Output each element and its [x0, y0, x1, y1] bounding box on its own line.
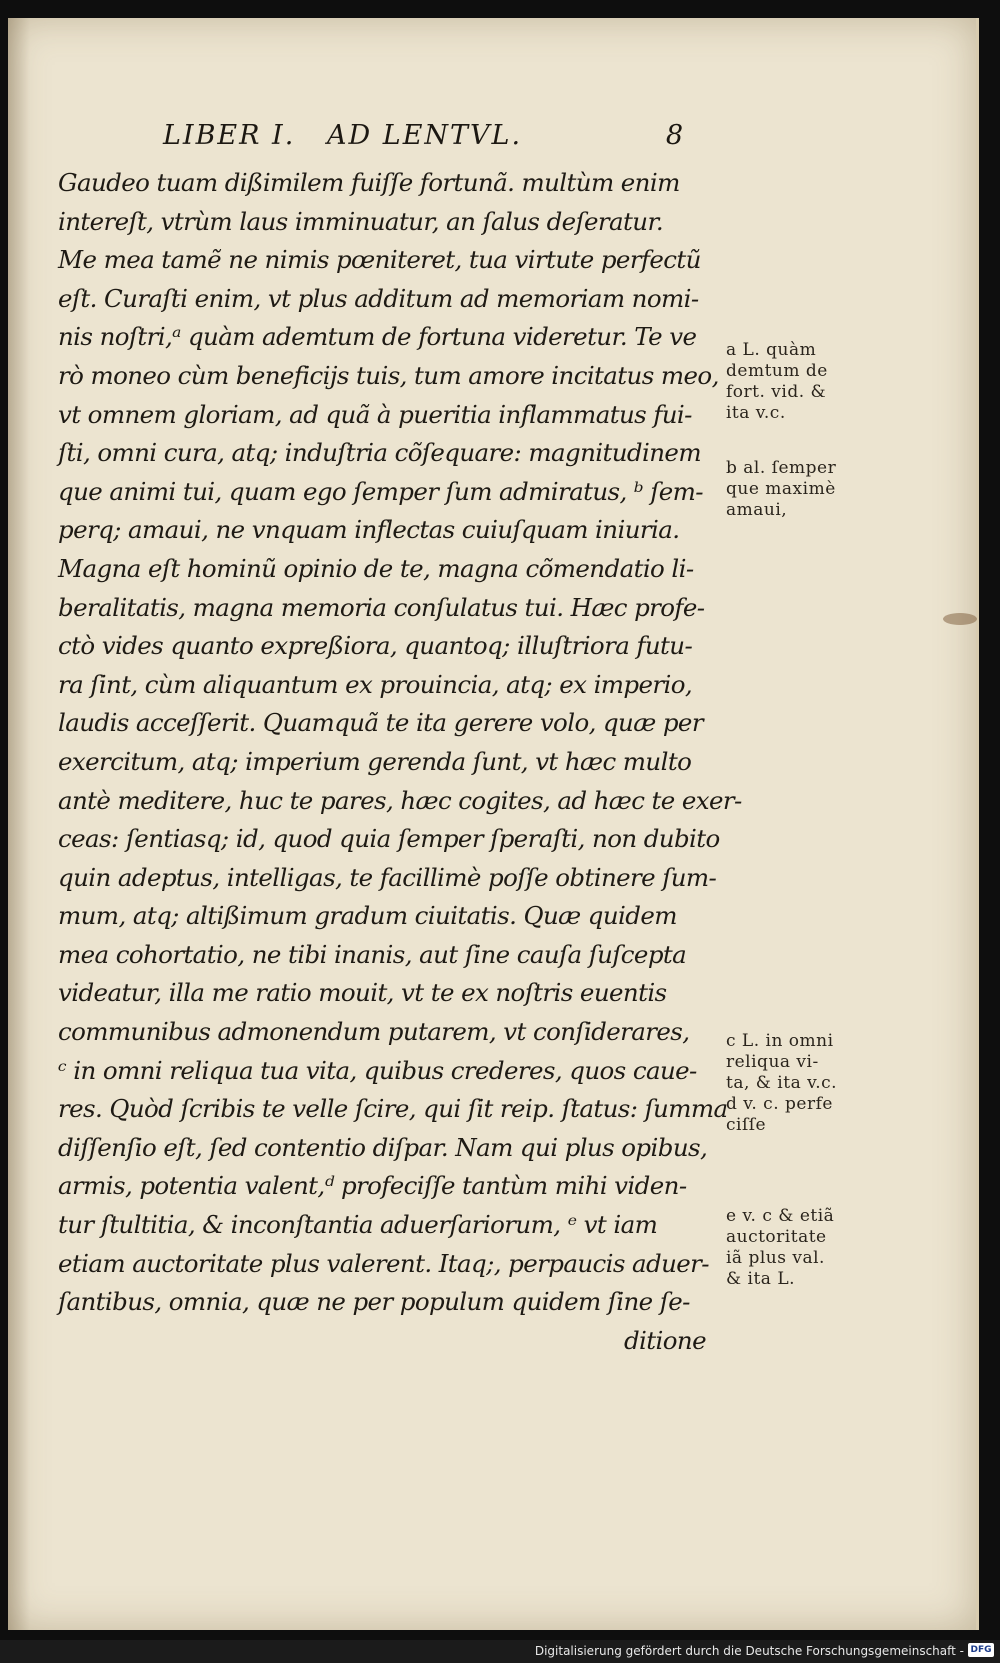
- paper-stain: [943, 613, 977, 625]
- note-line: d v. c. perfe: [726, 1094, 833, 1114]
- text-line: videatur, illa me ratio mouit, vt te ex noſtris euentis: [58, 978, 667, 1008]
- text-line: Me mea tamẽ ne nimis pœniteret, tua virtute perfectũ: [58, 245, 701, 275]
- footer-bar: [0, 1640, 1000, 1663]
- note-line: c L. in omni: [726, 1031, 834, 1051]
- folio-number: 8: [665, 120, 685, 151]
- note-line: ciſſe: [726, 1115, 767, 1135]
- text-line: diſſenſio eſt, ſed contentio diſpar. Nam qui plus opibus,: [58, 1132, 708, 1162]
- text-line: ra ſint, cùm aliquantum ex prouincia, atq; ex imperio,: [58, 669, 693, 699]
- text-line: Gaudeo tuam dißimilem fuiſſe fortunã. multùm enim: [58, 168, 680, 197]
- marginal-note-b: [726, 458, 876, 521]
- text-line: exercitum, atq; imperium gerenda ſunt, vt hæc multo: [58, 746, 692, 776]
- text-line: laudis acceſſerit. Quamquã te ita gerere volo, quæ per: [58, 708, 703, 738]
- running-head-title: LIBER I. AD LENTVL.: [163, 120, 523, 151]
- gutter-shadow: [8, 18, 30, 1630]
- text-line: perq; amaui, ne vnquam inflectas cuiuſquam iniuria.: [58, 515, 680, 545]
- note-line: auctoritate: [726, 1227, 827, 1247]
- text-line: rò moneo cùm beneficijs tuis, tum amore incitatus meo,: [58, 360, 719, 390]
- dfg-logo: DFG: [968, 1643, 994, 1657]
- text-line: que animi tui, quam ego ſemper ſum admiratus, ᵇ ſem-: [58, 476, 703, 506]
- text-line: ceas: ſentiasq; id, quod quia ſemper ſperaſti, non dubito: [58, 824, 720, 854]
- note-line: ita v.c.: [726, 403, 786, 423]
- note-line: reliqua vi-: [726, 1052, 819, 1072]
- note-line: a L. quàm: [726, 340, 817, 360]
- text-line: quin adeptus, intelligas, te facillimè poſſe obtinere ſum-: [58, 862, 717, 892]
- text-line: ctò vides quanto expreßiora, quantoq; illuſtriora futu-: [58, 631, 693, 661]
- text-line: armis, potentia valent,ᵈ profeciſſe tantùm mihi viden-: [58, 1171, 687, 1201]
- marginal-note-e: [726, 1206, 876, 1290]
- text-line: res. Quòd ſcribis te velle ſcire, qui ſit reip. ſtatus: ſumma: [58, 1094, 728, 1124]
- note-line: e v. c & etiã: [726, 1206, 835, 1226]
- text-line: mum, atq; altißimum gradum ciuitatis. Quæ quidem: [58, 901, 677, 931]
- note-line: amaui,: [726, 500, 788, 520]
- note-line: b al. ſemper: [726, 458, 837, 478]
- note-line: ta, & ita v.c.: [726, 1073, 838, 1093]
- text-line: tur ſtultitia, & inconſtantia aduerſariorum, ᵉ vt iam: [58, 1210, 658, 1240]
- text-line: ſti, omni cura, atq; induſtria cõſequare: magnitudinem: [58, 438, 701, 468]
- text-line: nis noſtri,ᵃ quàm ademtum de fortuna videretur. Te ve: [58, 322, 697, 352]
- text-line: Magna eſt hominũ opinio de te, magna cõmendatio li-: [58, 553, 694, 583]
- text-line: mea cohortatio, ne tibi inanis, aut ſine cauſa ſuſcepta: [58, 939, 687, 969]
- note-line: fort. vid. &: [726, 382, 827, 402]
- text-line: communibus admonendum putarem, vt conſiderares,: [58, 1017, 690, 1047]
- body-text: [58, 164, 742, 1360]
- marginal-note-a: [726, 340, 876, 424]
- note-line: que maximè: [726, 479, 836, 499]
- text-line: eſt. Curaſti enim, vt plus additum ad memoriam nomi-: [58, 283, 699, 313]
- text-line: ſantibus, omnia, quæ ne per populum quidem ſine ſe-: [58, 1287, 690, 1317]
- text-line: ᶜ in omni reliqua tua vita, quibus crederes, quos caue-: [58, 1055, 697, 1085]
- text-line: intereſt, vtrùm laus imminuatur, an ſalus deſeratur.: [58, 206, 664, 236]
- marginal-note-c: [726, 1031, 876, 1136]
- text-line: beralitatis, magna memoria conſulatus tui. Hæc profe-: [58, 592, 705, 622]
- text-line: ditione: [623, 1325, 706, 1355]
- text-line: etiam auctoritate plus valerent. Itaq;, perpaucis aduer-: [58, 1248, 709, 1278]
- note-line: & ita L.: [726, 1269, 796, 1289]
- digitization-credit: Digitalisierung gefördert durch die Deutsche Forschungsgemeinschaft -: [534, 1644, 964, 1658]
- text-line: vt omnem gloriam, ad quã à pueritia inflammatus fui-: [58, 399, 692, 429]
- note-line: demtum de: [726, 361, 828, 381]
- text-line: antè meditere, huc te pares, hæc cogites, ad hæc te exer-: [58, 785, 742, 815]
- note-line: iã plus val.: [726, 1248, 825, 1268]
- running-head: [153, 116, 693, 154]
- book-page: [8, 18, 979, 1630]
